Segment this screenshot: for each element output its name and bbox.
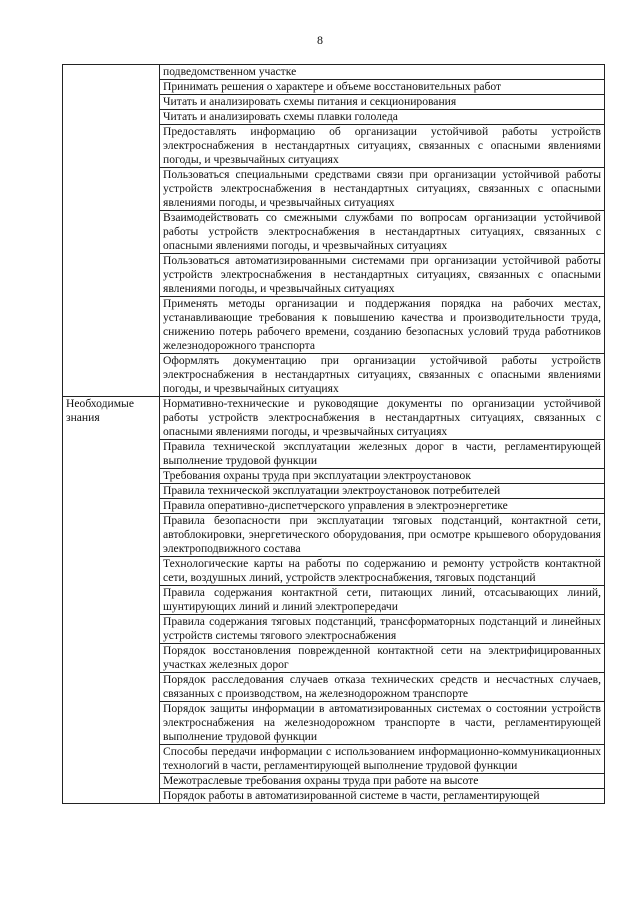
knowledge-item: Нормативно-технические и руководящие документы по организации устойчивой работы устройств электроснабжения в нестандартных ситуациях, связанных с опасными явлениями погоды, и чрезвычайных ситуациях [160, 397, 605, 440]
table-row [63, 65, 605, 80]
skill-item: Читать и анализировать схемы питания и секционирования [160, 95, 605, 110]
knowledge-item: Правила оперативно-диспетчерского управления в электроэнергетике [160, 499, 605, 514]
knowledge-item: Технологические карты на работы по содержанию и ремонту устройств контактной сети, воздушных линий, устройств электроснабжения, тяговых подстанций [160, 557, 605, 586]
knowledge-item: Правила технической эксплуатации железных дорог в части, регламентирующей выполнение трудовой функции [160, 440, 605, 469]
skill-item: Пользоваться специальными средствами связи при организации устойчивой работы устройств электроснабжения в нестандартных ситуациях, связанных с опасными явлениями погоды, и чрезвычайных ситуациях [160, 168, 605, 211]
knowledge-item: Правила безопасности при эксплуатации тяговых подстанций, контактной сети, автоблокировки, энергетического оборудования, при осмотре крышевого оборудования электроподвижного состава [160, 514, 605, 557]
skills-label-cell [63, 65, 160, 397]
skill-item: Взаимодействовать со смежными службами по вопросам организации устойчивой работы устройств электроснабжения в нестандартных ситуациях, связанных с опасными явлениями погоды, и чрезвычайных ситуациях [160, 211, 605, 254]
knowledge-item: Способы передачи информации с использованием информационно-коммуникационных технологий в части, регламентирующей выполнение трудовой функции [160, 745, 605, 774]
competency-table [62, 64, 605, 804]
table-row [63, 397, 605, 440]
knowledge-item: Порядок восстановления поврежденной контактной сети на электрифицированных участках железных дорог [160, 644, 605, 673]
skill-item: Оформлять документацию при организации устойчивой работы устройств электроснабжения в нестандартных ситуациях, связанных с опасными явлениями погоды, и чрезвычайных ситуациях [160, 354, 605, 397]
skill-item: Читать и анализировать схемы плавки гололеда [160, 110, 605, 125]
knowledge-item: Порядок защиты информации в автоматизированных системах о состоянии устройств электроснабжения на железнодорожном транспорте в части, регламентирующей выполнение трудовой функции [160, 702, 605, 745]
skill-item: Принимать решения о характере и объеме восстановительных работ [160, 80, 605, 95]
skill-item: Пользоваться автоматизированными системами при организации устойчивой работы устройств электроснабжения в нестандартных ситуациях, связанных с опасными явлениями погоды, и чрезвычайных ситуациях [160, 254, 605, 297]
skill-item: подведомственном участке [160, 65, 605, 80]
skill-item: Предоставлять информацию об организации устойчивой работы устройств электроснабжения в нестандартных ситуациях, связанных с опасными явлениями погоды, и чрезвычайных ситуациях [160, 125, 605, 168]
knowledge-item: Межотраслевые требования охраны труда при работе на высоте [160, 774, 605, 789]
knowledge-item: Правила содержания контактной сети, питающих линий, отсасывающих линий, шунтирующих линий и линий электропередачи [160, 586, 605, 615]
knowledge-item: Правила содержания тяговых подстанций, трансформаторных подстанций и линейных устройств системы тягового электроснабжения [160, 615, 605, 644]
knowledge-item: Правила технической эксплуатации электроустановок потребителей [160, 484, 605, 499]
knowledge-item: Порядок расследования случаев отказа технических средств и несчастных случаев, связанных с производством, на железнодорожном транспорте [160, 673, 605, 702]
skill-item: Применять методы организации и поддержания порядка на рабочих местах, устанавливающие требования к повышению качества и производительности труда, снижению потерь рабочего времени, созданию безопасных условий труда работников железнодорожного транспорта [160, 297, 605, 354]
knowledge-item: Требования охраны труда при эксплуатации электроустановок [160, 469, 605, 484]
page-number: 8 [317, 33, 323, 47]
knowledge-label: Необходимые знания [63, 397, 160, 804]
knowledge-item: Порядок работы в автоматизированной системе в части, регламентирующей [160, 789, 605, 804]
